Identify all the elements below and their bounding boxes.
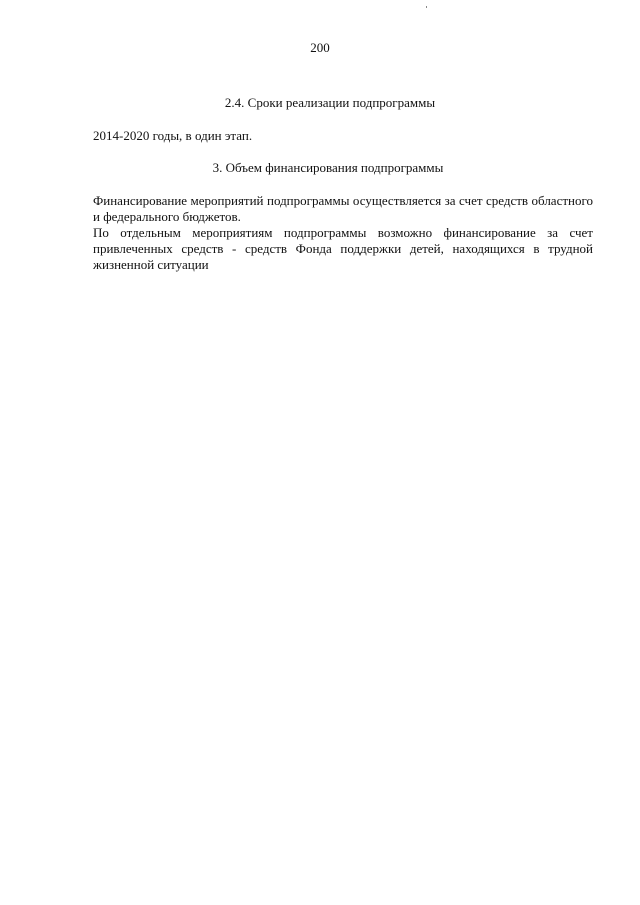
section-3-paragraph-1 bbox=[93, 193, 593, 225]
section-3-paragraph-2 bbox=[93, 225, 593, 273]
section-2-4-heading: 2.4. Сроки реализации подпрограммы bbox=[224, 95, 436, 110]
section-2-4-text: 2014-2020 годы, в один этап. bbox=[93, 128, 253, 143]
page-number: 200 bbox=[310, 40, 330, 55]
scan-speck bbox=[426, 6, 427, 8]
section-3-heading: 3. Объем финансирования подпрограммы bbox=[212, 160, 444, 175]
section-3-paragraph-1-text: Финансирование мероприятий подпрограммы осуществляется за счет средств областного и федерального бюджетов. bbox=[93, 193, 593, 224]
section-3-paragraph-2-text: По отдельным мероприятиям подпрограммы возможно финансирование за счет привлеченных средств - средств Фонда поддержки детей, находящихся в трудной жизненной ситуации bbox=[93, 225, 593, 272]
